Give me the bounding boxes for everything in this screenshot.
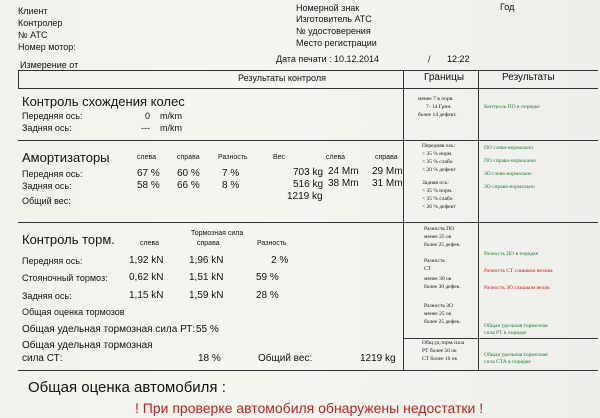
shock-header-left: слева	[137, 154, 157, 161]
measure-label: Измерение от	[20, 60, 79, 70]
brakes-result-po: Разность ПО в порядке	[484, 251, 539, 257]
shock-result: ЗО справа-нормально	[484, 184, 535, 190]
shock-title: Амортизаторы	[22, 150, 110, 165]
brakes-front-diff: 2 %	[271, 255, 289, 266]
alignment-limit: более 14 дефект.	[418, 112, 457, 118]
shock-header-right-mm: справа	[375, 154, 398, 161]
shock-rear-right: 66 %	[177, 180, 200, 191]
shock-limit: < 20 % дефект	[422, 167, 456, 173]
limits-column-header: Границы	[424, 72, 464, 83]
brakes-limit: СТ более 16 ок	[422, 356, 458, 362]
brakes-rear-label: Задняя ось:	[22, 291, 72, 301]
grid-left-border	[18, 70, 19, 89]
year-label: Год	[500, 2, 515, 12]
print-date: 10.12.2014	[334, 54, 380, 64]
shock-header-right: справа	[177, 154, 200, 161]
grid-row-divider-3	[403, 338, 598, 339]
brakes-rear-right: 1,59 kN	[189, 290, 224, 301]
shock-header-left-mm: слева	[326, 154, 346, 161]
shock-front-left: 67 %	[137, 168, 160, 179]
brakes-front-right: 1,96 kN	[189, 255, 224, 266]
shock-limit: < 35 % слабо	[422, 196, 453, 202]
shock-total-weight: 1219 kg	[287, 191, 323, 202]
shock-rear-diff: 8 %	[222, 180, 240, 191]
shock-front-mm-right: 29 Mm	[372, 166, 403, 177]
grid-col-divider-1	[403, 70, 404, 370]
alignment-limit: 7- 14 Грин.	[426, 104, 452, 110]
controller-label: Контролер	[18, 18, 63, 28]
brakes-header-diff: Разность	[257, 240, 287, 247]
grid-col-divider-2	[478, 70, 479, 370]
brakes-rear-left: 1,15 kN	[129, 290, 164, 301]
alignment-front-value: 0	[144, 111, 150, 121]
alignment-title: Контроль схождения колес	[22, 94, 185, 109]
brakes-result-sta: Общая удельная тормозная	[484, 352, 548, 358]
shock-result: ЗО слева-нормально	[484, 171, 532, 177]
overall-assessment-label: Общая оценка автомобиля :	[28, 379, 226, 396]
grid-row-divider-2	[18, 222, 598, 223]
brakes-limit: более 25 дефек.	[424, 319, 461, 325]
alignment-rear-value: ---	[141, 123, 150, 133]
client-label: Клиент	[18, 6, 48, 16]
brakes-front-label: Передняя ось:	[22, 256, 83, 266]
brakes-rear-diff: 28 %	[256, 290, 279, 301]
shock-limit: > 35 % норм.	[422, 151, 453, 157]
alignment-front-unit: m/km	[160, 111, 182, 121]
shock-limits-front-title: Передняя ось:	[422, 143, 456, 149]
brakes-limit: РТ более 50 ок	[422, 348, 457, 354]
print-time: 12:22	[447, 54, 470, 64]
shock-front-diff: 7 %	[222, 168, 240, 179]
shock-result: ПО справа-нормально	[484, 158, 536, 164]
alignment-rear-label: Задняя ось:	[22, 123, 72, 133]
shock-rear-mm-left: 38 Mm	[328, 178, 359, 189]
brakes-overall-label: Общая оценка тормозов	[22, 307, 125, 317]
shock-result: ПО слева-нормально	[484, 145, 533, 151]
registration-label: Место регистрации	[296, 38, 377, 48]
shock-rear-left: 58 %	[137, 180, 160, 191]
brakes-result-st: Разность СТ слишком велика	[484, 268, 553, 274]
brakes-limit: Разность ПО	[424, 226, 455, 232]
brakes-limit: менее 30 ок	[424, 276, 452, 282]
alignment-limit: менее 7 в поря.	[418, 96, 454, 102]
brakes-result-sta: сила СТА в порядке	[484, 359, 531, 365]
shock-limits-rear-title: Задняя ось:	[422, 180, 449, 186]
header-divider	[18, 70, 598, 71]
brakes-specific-pt-label: Общая удельная тормозная сила РТ:	[22, 324, 196, 335]
brakes-limit: Разность ЗО	[424, 303, 453, 309]
print-separator: /	[428, 54, 431, 64]
shock-rear-mm-right: 31 Mm	[372, 178, 403, 189]
brakes-result-zo: Разность ЗО слишком велик	[484, 285, 550, 291]
brakes-header-left: слева	[140, 240, 160, 247]
shock-rear-weight: 516 kg	[293, 179, 324, 190]
print-date-colon: :	[329, 54, 332, 64]
shock-total-label: Общий вес:	[22, 196, 71, 206]
brakes-specific-st-label: сила СТ:	[22, 353, 63, 364]
brakes-parking-right: 1,51 kN	[189, 272, 224, 283]
shock-rear-label: Задняя ось:	[22, 181, 72, 191]
brakes-total-weight: 1219 kg	[360, 353, 396, 364]
shock-front-weight: 703 kg	[293, 167, 324, 178]
brakes-limit: менее 25 ок	[424, 234, 452, 240]
grid-row-divider-1	[18, 140, 598, 141]
alignment-result: Контроль ПО в порядке	[484, 104, 540, 110]
shock-limit: < 35 % слабо	[422, 159, 453, 165]
brakes-limit: более 30 дефек.	[424, 284, 461, 290]
brakes-parking-diff: 59 %	[256, 272, 279, 283]
shock-limit: < 20 % дефект	[422, 204, 456, 210]
brakes-limit: более 25 дефек.	[424, 242, 461, 248]
brakes-header-force: Тормозная сила	[191, 230, 244, 237]
brakes-limit: СТ	[424, 266, 432, 272]
shock-header-diff: Разность	[218, 154, 248, 161]
brakes-limit: Общ.уд.торм.сила	[422, 340, 465, 346]
brakes-header-right: справа	[197, 240, 220, 247]
brakes-limit: менее 25 ок	[424, 311, 452, 317]
brakes-limit: Разность	[424, 258, 445, 264]
motor-label: Номер мотор:	[18, 42, 76, 52]
brakes-specific-st-value: 18 %	[198, 353, 221, 364]
grid-bottom	[18, 370, 598, 371]
plate-label: Номерной знак	[296, 3, 360, 13]
shock-header-weight: Вес	[273, 154, 286, 161]
shock-limit: > 35 % норм.	[422, 188, 453, 194]
results-column-header: Результаты контроля	[238, 73, 326, 83]
ats-label: № АТС	[18, 30, 48, 40]
brakes-parking-label: Стояночный тормоз:	[22, 273, 108, 283]
cert-label: № удостоверения	[296, 26, 371, 36]
brakes-result-pt: сила РТ в порядке	[484, 330, 527, 336]
shock-front-mm-left: 24 Mm	[328, 166, 359, 177]
grid-header-bottom	[18, 88, 598, 89]
alignment-rear-unit: m/km	[160, 123, 182, 133]
defects-warning: ! При проверке автомобиля обнаружены недостатки !	[135, 400, 484, 416]
brakes-front-left: 1,92 kN	[129, 255, 164, 266]
brakes-title: Контроль торм.	[22, 232, 115, 247]
brakes-result-pt: Общая удельная тормозная	[484, 323, 548, 329]
brakes-total-weight-label: Общий вес:	[258, 353, 313, 364]
print-date-label: Дата печати	[276, 54, 327, 64]
alignment-front-label: Передняя ось:	[22, 111, 83, 121]
outcomes-column-header: Результаты	[502, 72, 555, 83]
brakes-parking-left: 0,62 kN	[129, 272, 164, 283]
shock-front-label: Передняя ось:	[22, 169, 83, 179]
brakes-specific-pt-value: 55 %	[196, 324, 219, 335]
shock-front-right: 60 %	[177, 168, 200, 179]
brakes-specific-st-label: Общая удельная тормозная	[22, 340, 153, 351]
maker-label: Изготовитель АТС	[296, 14, 372, 24]
